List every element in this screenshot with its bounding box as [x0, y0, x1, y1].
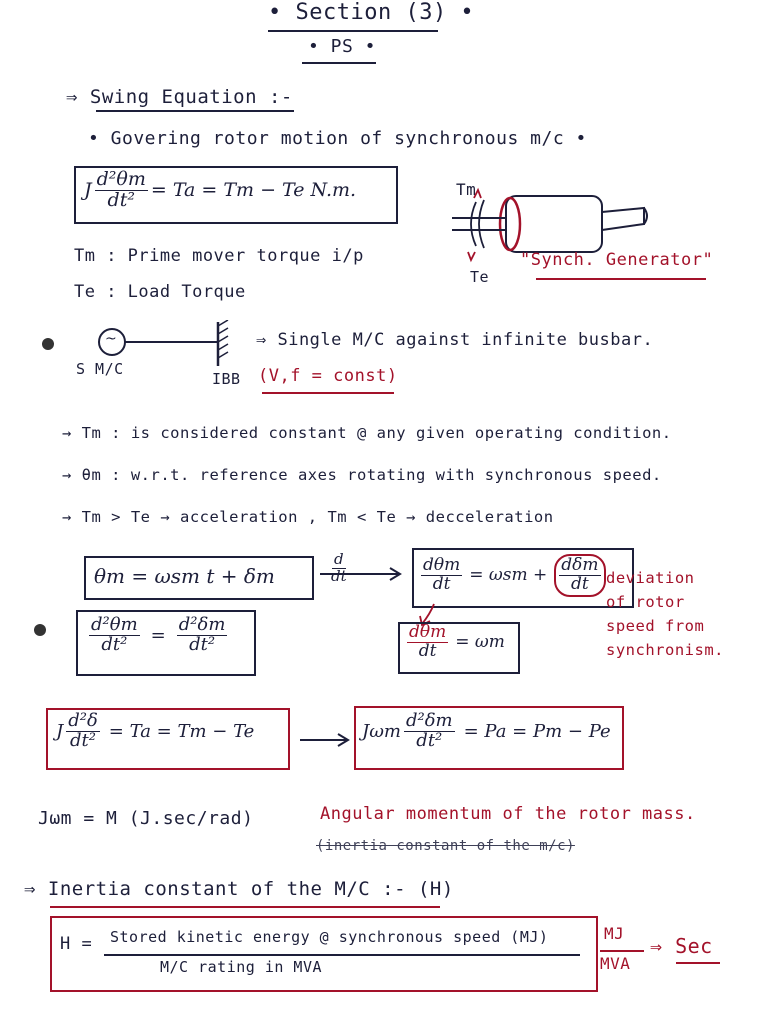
te-definition: Te : Load Torque [74, 282, 246, 302]
section-subtitle: • PS • [308, 36, 377, 57]
note-theta-reference: → θm : w.r.t. reference axes rotating with synchronous speed. [62, 466, 662, 484]
inertia-numerator: Stored kinetic energy @ synchronous speed (MJ) [110, 928, 549, 946]
momentum-equation: Jωm = M (J.sec/rad) [38, 808, 254, 829]
figure-te-label: Te [470, 268, 490, 286]
busbar-description: ⇒ Single M/C against infinite busbar. [256, 330, 654, 350]
inertia-heading-underline [50, 906, 440, 908]
swing-equation: J $\frac{\text{d²θm}}{\text{dt²}}$ = Ta = Tm − Te N.m. [84, 168, 357, 211]
torque-swing-equation: J $\frac{\text{d²δ}}{\text{dt²}}$ = Ta = Tm − Te [56, 710, 255, 751]
tm-definition: Tm : Prime mover torque i/p [74, 246, 364, 266]
subtitle-underline [302, 62, 376, 64]
inertia-denominator: M/C rating in MVA [160, 958, 323, 976]
ibb-condition: (V,f = const) [258, 366, 398, 386]
second-derivative-equation: $\frac{\text{d²θm}}{\text{dt²}}$ = $\frac{\text{d²δm}}{\text{dt²}}$ [91, 614, 226, 655]
swing-heading: ⇒ Swing Equation :- [66, 86, 293, 108]
struck-note: (inertia constant of the m/c) [316, 838, 575, 854]
note-tm-constant: → Tm : is considered constant @ any given operating condition. [62, 424, 672, 442]
unit-fraction-bar [600, 950, 644, 952]
note-acceleration: → Tm > Te → acceleration , Tm < Te → decceleration [62, 508, 554, 526]
figure-caption-underline [536, 278, 706, 280]
figure-tm-label: Tm [456, 180, 477, 199]
inertia-fraction-bar [104, 954, 580, 956]
bullet-dot [42, 338, 54, 350]
figure-caption: "Synch. Generator" [520, 250, 714, 270]
ddt-operator: $\frac{d}{dt}$ [331, 550, 347, 585]
omega-equation: $\frac{\text{dθm}}{dt}$ = ωm [409, 622, 505, 661]
ibb-condition-underline [262, 392, 394, 394]
unit-result: ⇒ Sec [650, 934, 713, 958]
to-power-arrow [298, 732, 352, 748]
h-symbol: H = [60, 934, 93, 954]
source-symbol: ~ [105, 331, 117, 347]
ibb-label: IBB [212, 370, 241, 388]
swing-description: • Govering rotor motion of synchronous m/c • [88, 128, 587, 149]
unit-numerator: MJ [604, 924, 625, 943]
deviation-note: deviation of rotor speed from synchronism. [606, 569, 724, 659]
inertia-heading-part [24, 878, 454, 900]
bullet-dot [34, 624, 46, 636]
source-label: S M/C [76, 360, 124, 378]
swing-eq-numerator: d²θm [96, 168, 146, 190]
swing-heading-underline [96, 110, 294, 112]
power-swing-equation: Jωm $\frac{\text{d²δm}}{\text{dt²}}$ = Pa = Pm − Pe [362, 710, 611, 751]
unit-denominator: MVA [600, 954, 631, 973]
title-underline [268, 30, 438, 32]
swing-eq-denominator: dt² [107, 188, 135, 211]
theta-equation: θm = ωsm t + δm [94, 564, 275, 588]
inertia-heading: ⇒ Inertia constant of the M/C :- (H) [24, 878, 454, 900]
section-title: • Section (3) • [268, 0, 475, 25]
speed-deviation-term: $\frac{\text{dδm}}{dt}$ [554, 554, 605, 597]
momentum-label: Angular momentum of the rotor mass. [320, 804, 696, 824]
unit-result-underline [676, 962, 720, 964]
derivative-equation: $\frac{\text{dθm}}{dt}$ = ωsm + $\frac{\text{dδm}}{dt}$ [418, 554, 609, 597]
derivative-arrow [318, 566, 404, 582]
